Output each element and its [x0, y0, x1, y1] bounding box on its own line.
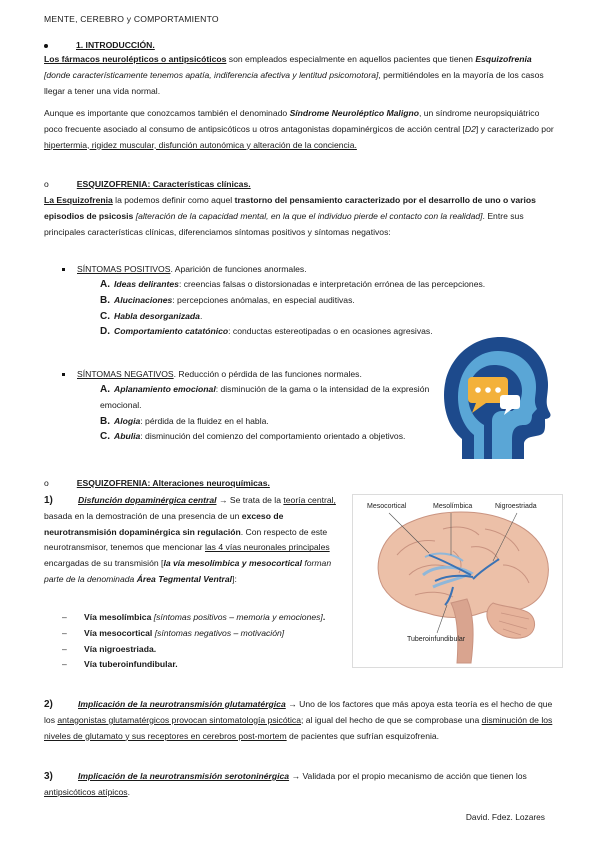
text-span: ]:	[232, 573, 237, 584]
negative-symptoms-label: SÍNTOMAS NEGATIVOS	[77, 369, 174, 379]
text-span: antipsicóticos atípicos	[44, 786, 128, 797]
brain-diagram	[353, 495, 562, 667]
item-term: Ideas delirantes	[114, 279, 179, 289]
list-item	[100, 309, 556, 325]
item-text: : creencias falsas o distorsionadas e interpretación errónea de las percepciones.	[178, 279, 486, 289]
text-span: la vía mesolímbica y mesocortical	[163, 558, 302, 569]
text-span: exceso de neurotransmisión dopaminérgica sin regulación	[44, 510, 284, 537]
positive-symptoms-label: SÍNTOMAS POSITIVOS	[77, 264, 171, 274]
dopamine-pathways-figure	[352, 494, 563, 668]
pathway-name: Vía nigroestriada.	[84, 643, 157, 654]
item-term: Alucinaciones	[114, 294, 173, 305]
text-span: antagonistas glutamatérgicos provocan sintomatología psicótica	[57, 714, 302, 725]
positive-symptoms-heading	[62, 262, 307, 278]
list-item	[62, 626, 342, 642]
pathway-name: Vía tuberoinfundibular.	[84, 659, 178, 670]
text-span: basada en la demostración de una presencia de un	[44, 510, 242, 521]
item-term: Abulia	[114, 431, 141, 442]
dopamine-theory-paragraph	[44, 493, 344, 588]
item-letter: C.	[100, 310, 110, 322]
item-letter: D.	[100, 326, 110, 338]
section-2-heading	[44, 177, 251, 193]
item-letter: A.	[100, 384, 110, 395]
text-span: [alteración de la capacidad mental, en la que el individuo pierde el contacto con la realidad]	[133, 210, 483, 221]
figure-label-mesolimbica: Mesolímbica	[433, 503, 473, 510]
serotonin-paragraph	[44, 769, 556, 801]
list-item	[100, 382, 438, 414]
text-span: La Esquizofrenia	[44, 195, 113, 205]
head-icon	[442, 333, 558, 461]
list-item	[100, 324, 440, 340]
text-span: D2	[464, 123, 476, 134]
text-span: Uno de los factores que más apoya esta teoría es el hecho de que los	[44, 699, 553, 725]
section-3-heading	[44, 476, 270, 492]
list-item	[100, 277, 556, 293]
figure-label-mesocortical: Mesocortical	[367, 503, 407, 510]
list-item	[62, 610, 342, 626]
list-item	[100, 429, 438, 445]
item-term: Comportamiento catatónico	[114, 326, 229, 337]
glutamate-paragraph	[44, 697, 556, 744]
text-span: Síndrome Neuroléptico Maligno	[289, 108, 419, 118]
text-span: . Entre sus principales características clínicas, diferenciamos síntomas positivos y síntomas negativos:	[44, 210, 524, 237]
text-span: Se trata de la	[227, 495, 284, 505]
text-span: , un síndrome neuropsiquiátrico poco frecuente asociado al consumo de antipsicóticos u otros antagonistas dopaminérgicos de acción central [	[44, 108, 540, 134]
text-span: hipertermia, rigidez muscular, disfunción autonómica y alteración de la conciencia.	[44, 139, 357, 150]
figure-label-tuberoinfundibular: Tuberoinfundibular	[407, 636, 466, 643]
item-text: : disminución de la gama o la intensidad de la expresión emocional.	[100, 384, 430, 410]
text-span: Implicación de la neurotransmisión serotoninérgica	[78, 771, 290, 781]
item-2-number: 2)	[44, 699, 53, 710]
head-speech-bubble-illustration	[442, 333, 558, 461]
item-text: : pérdida de la fluidez en el habla.	[140, 415, 269, 426]
text-span: Esquizofrenia	[475, 54, 532, 64]
square-bullet-icon	[62, 268, 65, 271]
list-item	[100, 293, 556, 309]
section-2-title: ESQUIZOFRENIA: Características clínicas.	[76, 179, 251, 189]
negative-symptoms-desc: . Reducción o pérdida de las funciones normales.	[173, 369, 362, 379]
section-3-title: ESQUIZOFRENIA: Alteraciones neuroquímicas.	[76, 478, 270, 488]
item-text: .	[199, 310, 203, 321]
item-term: Alogia	[114, 415, 141, 426]
text-span: las 4 vías neuronales principales	[204, 542, 330, 553]
negative-symptoms-list	[100, 382, 438, 445]
text-span: forman parte de la denominada	[44, 558, 332, 584]
text-span: ; al igual del hecho de que se comprobase una	[301, 714, 482, 725]
footer-author: David. Fdez. Lozares	[465, 812, 545, 822]
dopamine-pathways-list	[62, 610, 342, 673]
pathway-name: Vía mesolímbica	[84, 612, 152, 622]
item-text: : disminución del comienzo del comportamiento orientado a objetivos.	[140, 431, 406, 442]
item-letter: A.	[100, 279, 110, 290]
circle-marker: o	[44, 179, 49, 189]
text-span: Los fármacos neurolépticos o antipsicóticos	[44, 54, 227, 64]
text-span: Implicación de la neurotransmisión glutamatérgica	[78, 699, 286, 709]
arrow-icon: →	[291, 771, 301, 781]
text-span: Validada por el propio mecanismo de acción que tienen los	[300, 771, 527, 781]
pathway-note: [síntomas positivos – memoria y emociones]	[151, 612, 323, 622]
text-span: encargadas de su transmisión [	[44, 558, 164, 569]
item-3-number: 3)	[44, 771, 53, 782]
text-span: de pacientes que sufrían esquizofrenia.	[286, 730, 440, 741]
item-letter: B.	[100, 415, 110, 427]
intro-paragraph-1	[44, 52, 556, 99]
bullet-icon	[44, 44, 48, 48]
item-1-number: 1)	[44, 495, 53, 506]
text-span: .	[322, 612, 326, 622]
text-span: disminución de los niveles de glutamato y sus receptores en cerebros post-mortem	[44, 714, 553, 741]
text-span: la podemos definir como aquel	[112, 195, 235, 205]
list-item	[100, 414, 438, 430]
text-span: .	[127, 786, 130, 797]
circle-marker: o	[44, 478, 49, 488]
text-span: Disfunción dopaminérgica central	[78, 495, 217, 505]
text-span: , permitiéndoles en la mayoría de los casos llegar a tener una vida normal.	[44, 69, 544, 96]
item-term: Aplanamiento emocional	[114, 384, 216, 394]
section-1-title: 1. INTRODUCCIÓN.	[76, 40, 155, 50]
list-item	[62, 642, 342, 658]
text-span: [donde característicamente tenemos apatía, indiferencia afectiva y lentitud psicomotora]	[44, 69, 379, 80]
schizophrenia-definition	[44, 193, 556, 240]
list-item	[62, 657, 342, 673]
intro-paragraph-2	[44, 106, 556, 153]
text-span: Área Tegmental Ventral	[136, 573, 233, 584]
text-span: son empleados especialmente en aquellos pacientes que tienen	[226, 54, 476, 64]
text-span: teoría central,	[283, 495, 336, 505]
item-term: Habla desorganizada	[114, 310, 200, 321]
text-span: Aunque es importante que conozcamos también el denominado	[44, 108, 290, 118]
negative-symptoms-heading	[62, 367, 362, 383]
arrow-icon: →	[218, 495, 228, 505]
positive-symptoms-list	[100, 277, 556, 340]
item-letter: B.	[100, 294, 110, 306]
item-letter: C.	[100, 431, 110, 443]
document-header: MENTE, CEREBRO y COMPORTAMIENTO	[44, 14, 219, 24]
pathway-name: Vía mesocortical	[84, 627, 153, 638]
text-span: . Con respecto de este neurotransmisor, tenemos que mencionar	[44, 526, 328, 553]
text-span: trastorno del pensamiento caracterizado por el desarrollo de uno o varios episodios de psicosis	[44, 195, 536, 221]
figure-label-nigroestriada: Nigroestriada	[495, 503, 537, 510]
square-bullet-icon	[62, 373, 65, 376]
item-text: : percepciones anómalas, en especial auditivas.	[172, 294, 355, 305]
item-text: : conductas estereotipadas o en ocasiones agresivas.	[228, 326, 433, 337]
text-span: ] y caracterizado por	[475, 123, 554, 134]
arrow-icon: →	[288, 699, 297, 709]
pathway-note: [síntomas negativos – motivación]	[152, 627, 285, 638]
positive-symptoms-desc: . Aparición de funciones anormales.	[170, 264, 307, 274]
